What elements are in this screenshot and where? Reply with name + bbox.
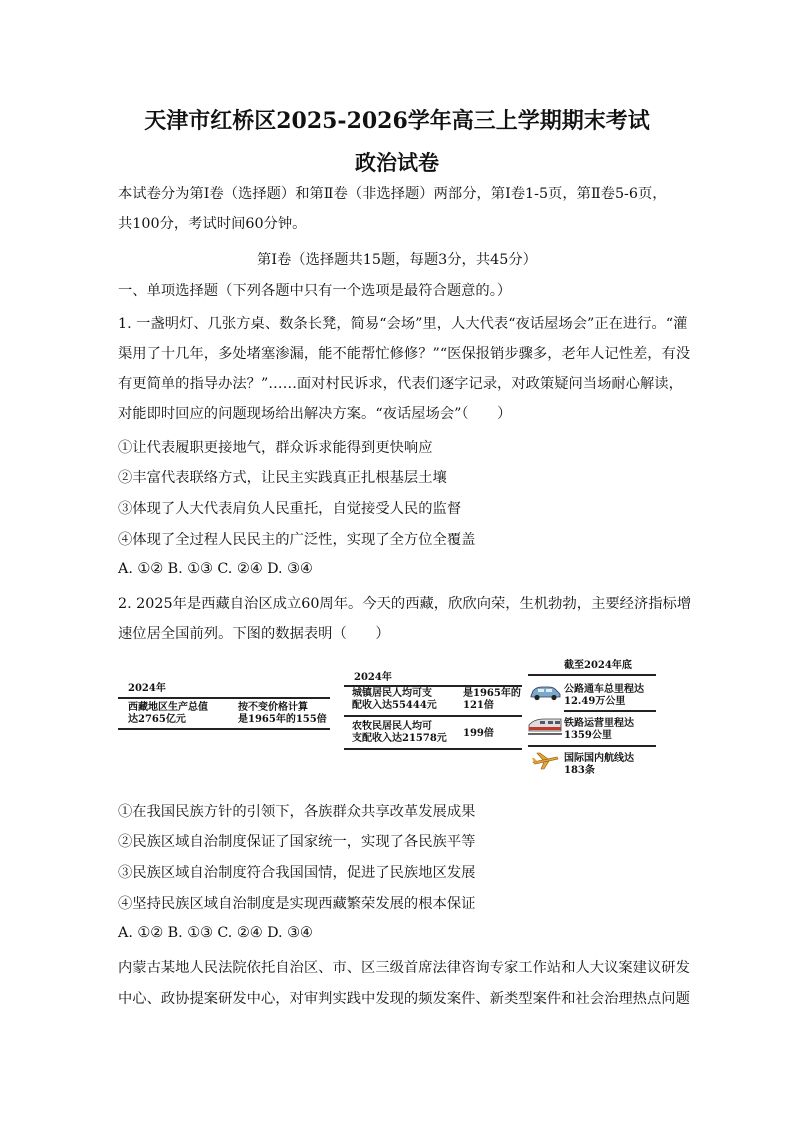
exam-title: 天津市红桥区2025-2026学年高三上学期期末考试 [144, 108, 650, 134]
divider [344, 685, 522, 687]
urban-income-value: 配收入达55444元 [352, 700, 437, 711]
block3-heading: 截至2024年底 [564, 660, 632, 671]
q1-option: ③体现了人大代表肩负人民重托，自觉接受人民的监督 [118, 501, 462, 517]
intro-line-1: 本试卷分为第Ⅰ卷（选择题）和第Ⅱ卷（非选择题）两部分，第Ⅰ卷1-5页，第Ⅱ卷5-6页， [118, 186, 667, 202]
rural-multiple: 199倍 [463, 728, 494, 739]
part-heading: 第Ⅰ卷（选择题共15题，每题3分，共45分） [257, 252, 537, 268]
q1-option: ②丰富代表联络方式，让民主实践真正扎根基层土壤 [118, 470, 447, 486]
q2-choices: A. ①② B. ①③ C. ②④ D. ③④ [118, 925, 313, 941]
urban-income-label: 城镇居民人均可支 [352, 688, 432, 699]
road-label: 公路通车总里程达 [564, 684, 644, 695]
q1-stem-line: 有更简单的指导办法？”……面对村民诉求，代表们逐字记录，对政策疑问当场耐心解读， [118, 376, 683, 392]
q2-option: ①在我国民族方针的引领下，各族群众共享改革发展成果 [118, 804, 476, 820]
air-value: 183条 [564, 765, 595, 776]
q1-option: ④体现了全过程人民民主的广泛性，实现了全方位全覆盖 [118, 532, 476, 548]
road-value: 12.49万公里 [564, 696, 626, 707]
urban-multiple: 121倍 [463, 700, 494, 711]
q1-option: ①让代表履职更接地气，群众诉求能得到更快响应 [118, 440, 433, 456]
tibet-data-figure [118, 655, 678, 785]
q1-choices: A. ①② B. ①③ C. ②④ D. ③④ [118, 561, 313, 577]
divider [344, 748, 522, 750]
q1-stem-line: 1. 一盏明灯、几张方桌、数条长凳，简易“会场”里，人大代表“夜话屋场会”正在进行。“灌 [118, 316, 688, 332]
rail-label: 铁路运营里程达 [564, 718, 634, 729]
rural-income-value: 支配收入达21578元 [352, 733, 447, 744]
train-icon [528, 717, 562, 740]
urban-compare: 是1965年的 [463, 688, 521, 699]
air-label: 国际国内航线达 [564, 753, 634, 764]
block2-year: 2024年 [354, 672, 392, 683]
divider [118, 728, 330, 730]
gdp-multiple: 是1965年的155倍 [238, 714, 327, 725]
q2-option: ③民族区域自治制度符合我国国情，促进了民族地区发展 [118, 865, 476, 881]
rural-income-label: 农牧民居民人均可 [352, 721, 432, 732]
q2-option: ②民族区域自治制度保证了国家统一，实现了各民族平等 [118, 834, 476, 850]
gdp-compare: 按不变价格计算 [238, 702, 308, 713]
divider [344, 715, 522, 717]
q2-stem-line: 2. 2025年是西藏自治区成立60周年。今天的西藏，欣欣向荣，生机勃勃，主要经济指标增 [118, 596, 692, 612]
q3-stem-line: 中心、政协提案研发中心，对审判实践中发现的频发案件、新类型案件和社会治理热点问题 [118, 991, 690, 1007]
divider [564, 710, 656, 712]
car-icon [528, 685, 562, 704]
q3-stem-line: 内蒙古某地人民法院依托自治区、市、区三级首席法律咨询专家工作站和人大议案建议研发 [118, 960, 690, 976]
divider [528, 674, 656, 676]
rail-value: 1359公里 [564, 730, 612, 741]
block1-year: 2024年 [128, 683, 166, 694]
divider [528, 745, 656, 747]
q1-stem-line: 对能即时回应的问题现场给出解决方案。“夜话屋场会”（ ） [118, 406, 512, 422]
intro-line-2: 共100分，考试时间60分钟。 [118, 216, 307, 232]
airplane-icon [531, 751, 559, 774]
gdp-label: 西藏地区生产总值 [128, 702, 208, 713]
q2-stem-line: 速位居全国前列。下图的数据表明（ ） [118, 626, 390, 642]
q2-option: ④坚持民族区域自治制度是实现西藏繁荣发展的根本保证 [118, 896, 476, 912]
section-heading: 一、单项选择题（下列各题中只有一个选项是最符合题意的。） [118, 283, 512, 299]
exam-subtitle: 政治试卷 [355, 150, 439, 175]
gdp-value: 达2765亿元 [128, 714, 186, 725]
q1-stem-line: 渠用了十几年，多处堵塞渗漏，能不能帮忙修修？”“医保报销步骤多，老年人记性差，有没 [118, 346, 691, 362]
divider [118, 697, 330, 699]
